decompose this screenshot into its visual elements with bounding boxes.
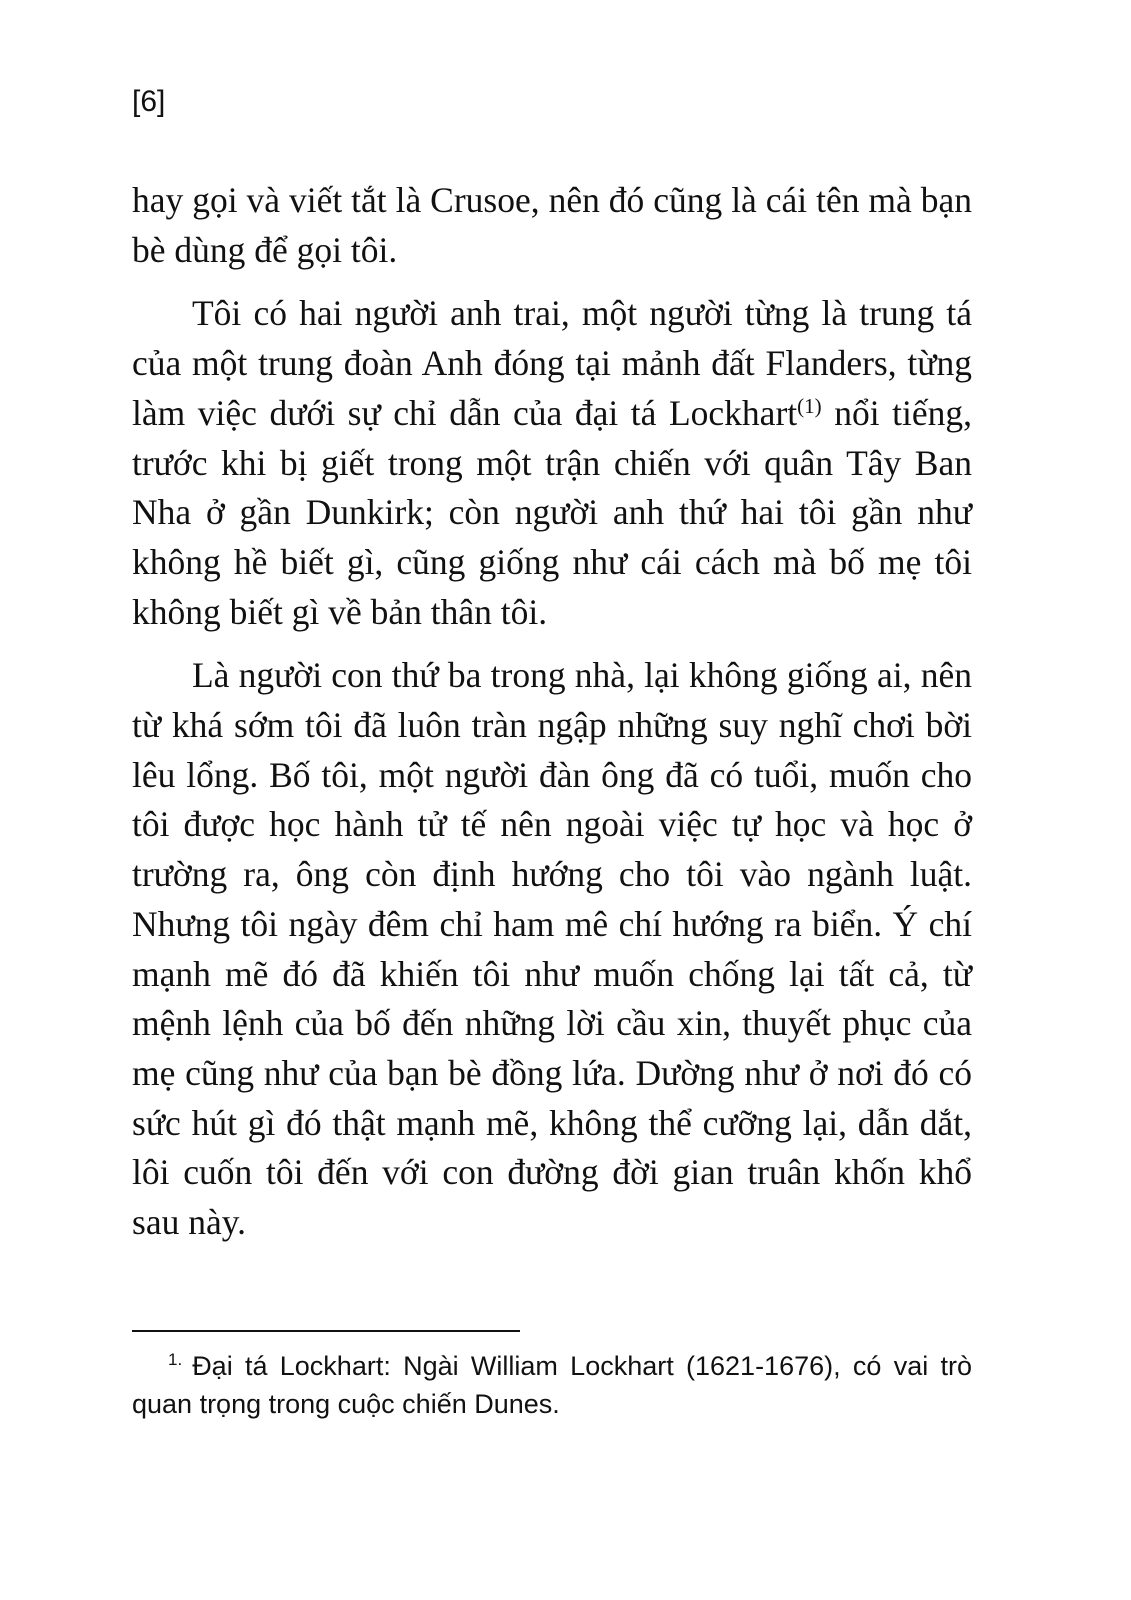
page-number: [6] [132,85,166,118]
footnote-mark: 1. [168,1350,183,1369]
paragraph-text: nổi tiếng, trước khi bị giết trong một trận chiến với quân Tây Ban Nha ở gần Dunkirk; còn người anh thứ hai tôi gần như không hề biết gì, cũng giống như cái cách mà bố mẹ tôi không biết gì về bản thân tôi. [132,392,972,632]
footnote-text: Đại tá Lockhart: Ngài William Lockhart (1621-1676), có vai trò quan trọng trong cuộc chiến Dunes. [132,1351,972,1419]
paragraph-text: Tôi có hai người anh trai, một người từng là trung tá của một trung đoàn Anh đóng tại mảnh đất Flanders, từng làm việc dưới sự chỉ dẫn của đại tá Lockhart [132,293,972,433]
paragraph-brothers [132,289,972,637]
paragraph-third-son: Là người con thứ ba trong nhà, lại không giống ai, nên từ khá sớm tôi đã luôn tràn ngập những suy nghĩ chơi bời lêu lổng. Bố tôi, một người đàn ông đã có tuổi, muốn cho tôi được học hành tử tế nên ngoài việc tự học và học ở trường ra, ông còn định hướng cho tôi vào ngành luật. Nhưng tôi ngày đêm chỉ ham mê chí hướng ra biển. Ý chí mạnh mẽ đó đã khiến tôi như muốn chống lại tất cả, từ mệnh lệnh của bố đến những lời cầu xin, thuyết phục của mẹ cũng như của bạn bè đồng lứa. Dường như ở nơi đó có sức hút gì đó thật mạnh mẽ, không thể cưỡng lại, dẫn dắt, lôi cuốn tôi đến với con đường đời gian truân khốn khổ sau này. [132,655,972,1243]
footnote [132,1347,972,1423]
body-text [132,176,972,1262]
footnote-reference[interactable]: (1) [797,393,822,418]
paragraph-continued: hay gọi và viết tắt là Crusoe, nên đó cũng là cái tên mà bạn bè dùng để gọi tôi. [132,180,972,270]
footnote-divider [132,1330,520,1332]
